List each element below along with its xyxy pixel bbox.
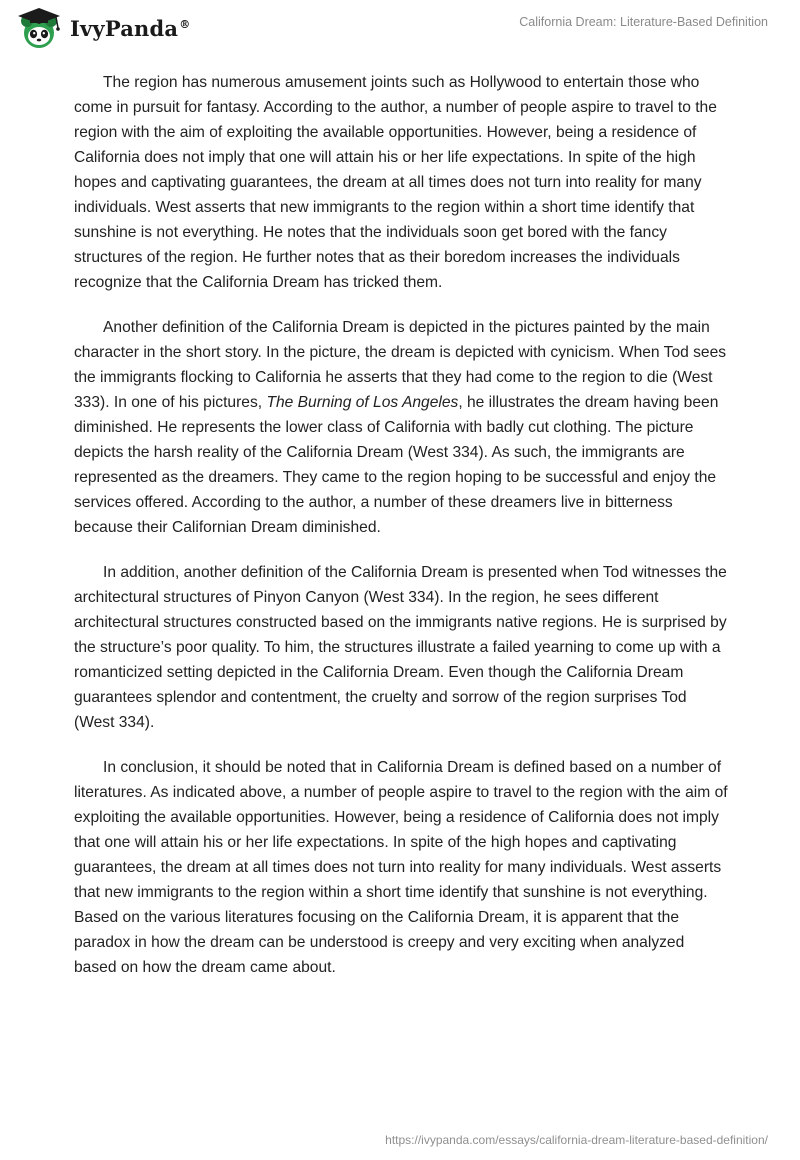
document-title: California Dream: Literature-Based Definition <box>519 15 768 29</box>
painting-title: The Burning of Los Angeles <box>266 394 459 411</box>
essay-body <box>74 70 728 1000</box>
paragraph-2 <box>74 315 728 540</box>
brand-name: IvyPanda® <box>70 15 191 41</box>
paragraph-2-text-end: , he illustrates the dream having been diminished. He represents the lower class of California with badly cut clothing. The picture depicts the harsh reality of the California Dream (West 334). As such, the immigrants are represented as the dreamers. They came to the region hoping to be successful and enjoy the services offered. According to the author, a number of these dreamers live in bitterness because their Californian Dream diminished. <box>74 394 719 536</box>
panda-graduate-logo-icon <box>14 6 64 50</box>
paragraph-1: The region has numerous amusement joints such as Hollywood to entertain those who come in pursuit for fantasy. According to the author, a number of people aspire to travel to the region with the aim of exploiting the available opportunities. However, being a residence of California does not imply that one will attain his or her life expectations. In spite of the high hopes and captivating guarantees, the dream at all times does not turn into reality for many individuals. West asserts that new immigrants to the region within a short time identify that sunshine is not everything. He notes that the individuals soon get bored with the fancy structures of the region. He further notes that as their boredom increases the individuals recognize that the California Dream has tricked them. <box>74 74 717 291</box>
registered-mark: ® <box>179 17 191 31</box>
paragraph-4: In conclusion, it should be noted that in California Dream is defined based on a number of literatures. As indicated above, a number of people aspire to travel to the region with the aim of exploiting the available opportunities. However, being a residence of California does not imply that one will attain his or her life expectations. In spite of the high hopes and captivating guarantees, the dream at all times does not turn into reality for many individuals. West asserts that new immigrants to the region within a short time identify that sunshine is not everything. Based on the various literatures focusing on the California Dream, it is apparent that the paradox in how the dream can be understood is creepy and very exciting when analyzed based on how the dream came about. <box>74 759 728 976</box>
page-header <box>0 0 800 70</box>
ivypanda-logo[interactable] <box>14 6 190 50</box>
paragraph-2-text-start: Another definition of the California Dream is depicted in the pictures painted by the main character in the short story. In the picture, the dream is depicted with cynicism. When Tod sees the immigrants flocking to California he asserts that they had come to the region to die (West 333). In one of his pictures, <box>74 319 727 411</box>
source-url[interactable]: https://ivypanda.com/essays/california-dream-literature-based-definition/ <box>385 1133 768 1147</box>
paragraph-3: In addition, another definition of the California Dream is presented when Tod witnesses the architectural structures of Pinyon Canyon (West 334). In the region, he sees different architectural structures constructed based on the immigrants native regions. He is surprised by the structure’s poor quality. To him, the structures illustrate a failed yearning to come up with a romanticized setting depicted in the California Dream. Even though the California Dream guarantees splendor and contentment, the cruelty and sorrow of the region surprises Tod (West 334). <box>74 564 727 731</box>
